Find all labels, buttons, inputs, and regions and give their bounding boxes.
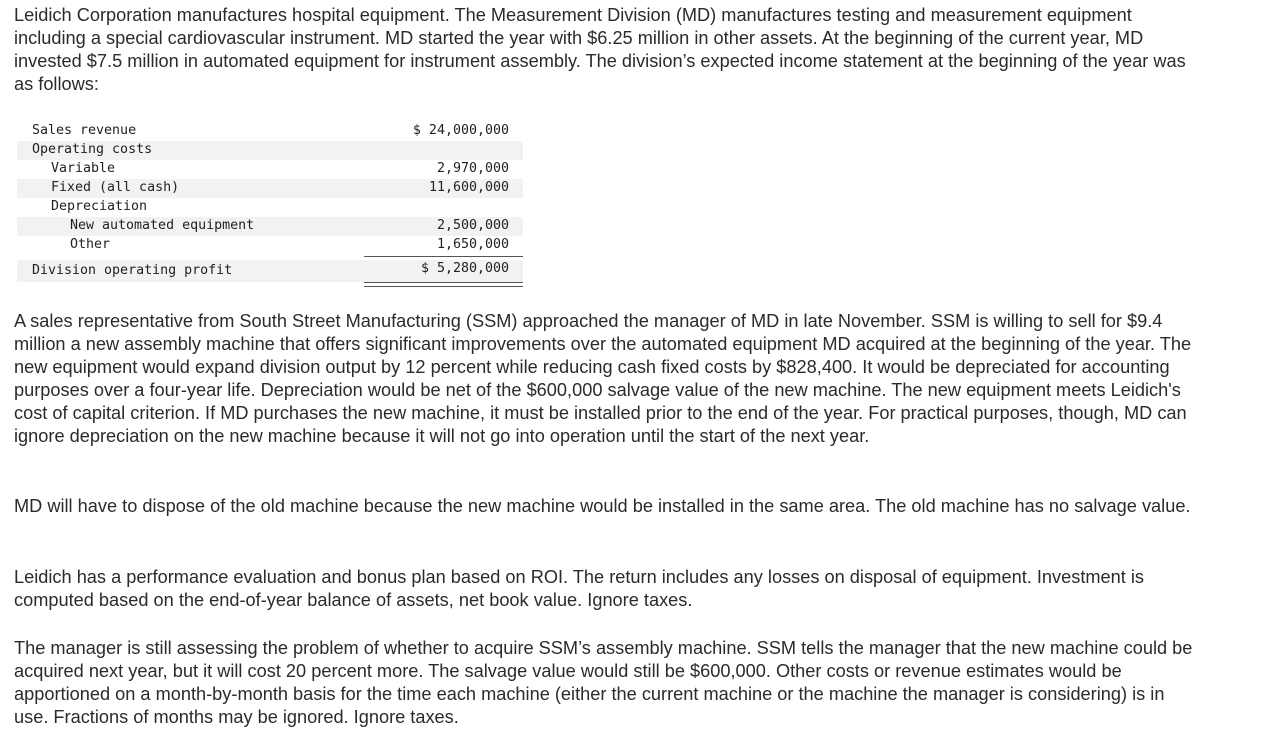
division-operating-profit-row	[17, 260, 523, 282]
subtotal-rule	[364, 256, 523, 257]
total-double-rule	[364, 282, 523, 287]
sales-revenue-value: $ 24,000,000	[412, 123, 509, 138]
other-depreciation-row	[17, 236, 523, 255]
other-depreciation-value: 1,650,000	[436, 237, 509, 252]
new-equipment-label: New automated equipment	[70, 218, 255, 233]
new-equipment-depreciation-row	[17, 217, 523, 236]
division-operating-profit-label: Division operating profit	[32, 263, 233, 278]
fixed-cost-row	[17, 179, 523, 198]
variable-cost-label: Variable	[51, 161, 116, 176]
new-equipment-value: 2,500,000	[436, 218, 509, 233]
depreciation-row	[17, 198, 523, 217]
intro-paragraph: Leidich Corporation manufactures hospital equipment. The Measurement Division (MD) manufactures testing and measurement equipment including a special cardiovascular instrument. MD started the year with $6.25 million in other assets. At the beginning of the current year, MD invested $7.5 million in automated equipment for instrument assembly. The division’s expected income statement at the beginning of the year was as follows:	[14, 5, 1186, 94]
division-operating-profit-value: $ 5,280,000	[420, 261, 509, 276]
operating-costs-row	[17, 141, 523, 160]
variable-cost-row	[17, 160, 523, 179]
other-depreciation-label: Other	[70, 237, 111, 252]
operating-costs-label: Operating costs	[32, 142, 153, 157]
ssm-offer-paragraph: A sales representative from South Street Manufacturing (SSM) approached the manager of MD in late November. SSM is willing to sell for $9.4 million a new assembly machine that offers significant improvements over the automated equipment MD acquired at the beginning of the year. The new equipment would expand division output by 12 percent while reducing cash fixed costs by $828,400. It would be depreciated for accounting purposes over a four-year life. Depreciation would be net of the $600,000 salvage value of the new machine. The new equipment meets Leidich's cost of capital criterion. If MD purchases the new machine, it must be installed prior to the end of the year. For practical purposes, though, MD can ignore depreciation on the new machine because it will not go into operation until the start of the next year.	[14, 311, 1192, 446]
variable-cost-value: 2,970,000	[436, 161, 509, 176]
fixed-cost-label: Fixed (all cash)	[51, 180, 180, 195]
assessment-paragraph: The manager is still assessing the problem of whether to acquire SSM’s assembly machine. SSM tells the manager that the new machine could be acquired next year, but it will cost 20 percent more. The salvage value would still be $600,000. Other costs or revenue estimates would be apportioned on a month-by-month basis for the time each machine (either the current machine or the machine the manager is considering) is in use. Fractions of months may be ignored. Ignore taxes.	[14, 638, 1193, 727]
sales-revenue-row	[17, 122, 523, 141]
fixed-cost-value: 11,600,000	[428, 180, 509, 195]
sales-revenue-label: Sales revenue	[32, 123, 137, 138]
disposal-paragraph: MD will have to dispose of the old machine because the new machine would be installed in the same area. The old machine has no salvage value.	[14, 496, 1191, 516]
depreciation-label: Depreciation	[51, 199, 148, 214]
evaluation-paragraph: Leidich has a performance evaluation and bonus plan based on ROI. The return includes any losses on disposal of equipment. Investment is computed based on the end-of-year balance of assets, net book value. Ignore taxes.	[14, 567, 1144, 610]
